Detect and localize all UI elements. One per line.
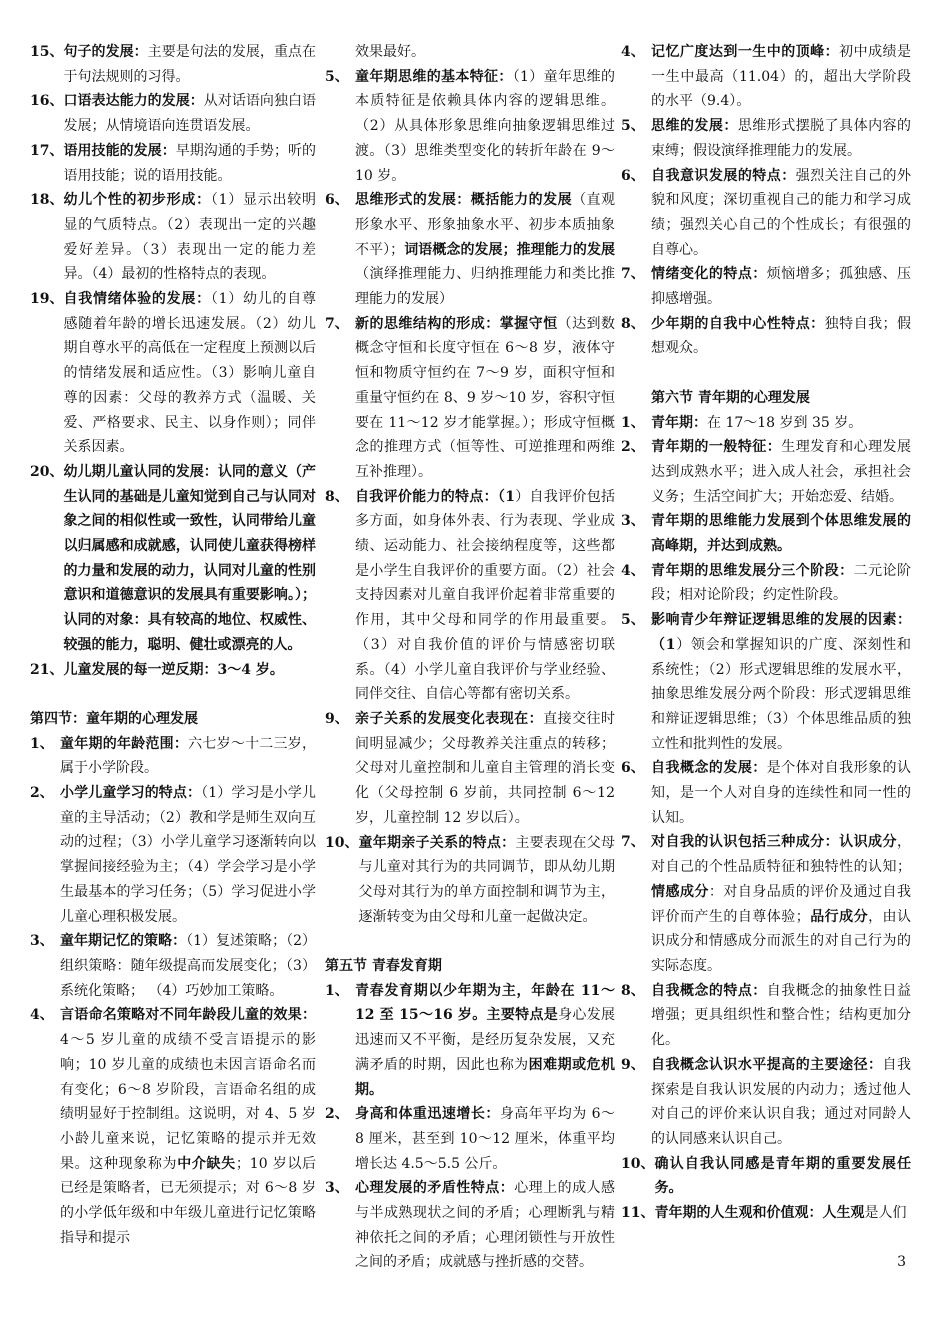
item-emphasis: 情感成分 (651, 883, 709, 900)
item-title: 青春发育期以少年期为主，年龄在 11～12 至 15～16 岁。主要特点是 (355, 982, 615, 1024)
item-emphasis: 词语概念的发展；推理能力的发展 (404, 241, 616, 258)
item-number: 2、 (621, 439, 645, 456)
item-title: 思维形式的发展：概括能力的发展 (355, 192, 573, 209)
item-number: 17、 (30, 142, 64, 159)
item-number: 21、 (30, 661, 64, 678)
list-item (325, 1176, 615, 1275)
item-number: 15、 (30, 44, 64, 60)
item-title: 口语表达能力的发展： (63, 93, 204, 110)
item-number: 5、 (621, 118, 645, 135)
item-emphasis: 中介缺失 (177, 1155, 236, 1172)
item-number: 18、 (30, 192, 64, 209)
item-title: 亲子关系的发展变化表现在： (355, 710, 544, 727)
item-number: 1、 (621, 414, 645, 431)
item-number: 5、 (621, 612, 645, 629)
item-number: 2、 (325, 1106, 349, 1123)
list-item (621, 608, 911, 756)
list-item (30, 139, 316, 188)
item-text: 烦恼增多；孤独感、压抑感增强。 (651, 266, 912, 308)
item-title: 幼儿个性的初步形成： (63, 192, 211, 209)
item-title: 自我概念的特点： (651, 982, 767, 999)
item-number: 6、 (621, 167, 645, 184)
item-title: 情绪变化的特点： (651, 266, 767, 283)
list-item (325, 312, 615, 485)
section-heading: 第六节 青年期的心理发展 (651, 389, 810, 406)
item-title: 童年期亲子关系的特点： (358, 834, 516, 851)
item-title: 新的思维结构的形成：掌握守恒 (355, 315, 558, 332)
item-number: 4、 (621, 562, 645, 579)
item-number: 10、 (325, 834, 359, 851)
item-text: 身心发展迅速而又不平衡，是经历复杂发展，又充满矛盾的时期，因此也称为 (355, 1007, 616, 1073)
list-item (621, 164, 911, 263)
item-number: 3、 (30, 933, 54, 950)
list-item (621, 1201, 911, 1226)
item-number: 8、 (621, 315, 645, 332)
item-title: 言语命名策略对不同年龄段儿童的效果： (60, 1007, 316, 1024)
list-item (621, 262, 911, 311)
item-title: 青年期的一般特征： (651, 439, 782, 456)
item-number: 4、 (621, 44, 645, 60)
item-title: 自我概念的发展： (651, 760, 767, 777)
item-text: 早期沟通的手势；听的语用技能；说的语用技能。 (63, 142, 317, 184)
page-number: 3 (897, 1254, 906, 1270)
list-item (30, 89, 316, 138)
item-number: 7、 (325, 315, 349, 332)
item-number: 3、 (325, 1180, 349, 1197)
item-title: 童年期思维的基本特征： (355, 68, 513, 85)
list-item (30, 40, 316, 89)
list-item (621, 312, 911, 361)
item-text-bold: 青年期的思维能力发展到个体思维发展的高峰期，并达到成熟。 (651, 513, 911, 555)
item-number: 10、 (621, 1155, 655, 1172)
item-title: 自我意识发展的特点： (651, 167, 796, 184)
item-text: （1）显示出较明显的气质特点。（2）表现出一定的兴趣爱好差异。（3）表现出一定的能力差异。（4）最初的性格特点的表现。 (63, 192, 316, 283)
item-title: 身高和体重迅速增长： (355, 1106, 500, 1123)
item-title: 对自我的认识包括三种成分：认识成分 (651, 834, 897, 851)
list-item (30, 781, 316, 929)
item-text: 心理上的成人感与半成熟现状之间的矛盾；心理断乳与精神依托之间的矛盾；心理闭锁性与开放性之间的矛盾；成就感与挫折感的交替。 (355, 1180, 616, 1271)
item-number: 1、 (30, 735, 54, 752)
list-item (325, 979, 615, 1103)
item-text: 六七岁～十二三岁，属于小学阶段。 (60, 735, 317, 777)
item-text: 思维形式摆脱了具体内容的束缚；假设演绎推理能力的发展。 (651, 118, 912, 159)
item-text: 独特自我；假想观众。 (651, 315, 912, 357)
item-number: 8、 (621, 982, 645, 999)
item-text: （1）学习是小学儿童的主导活动；（2）教和学是师生双向互动的过程；（3）小学儿童学习逐渐转向以掌握间接经验为主；（4）学会学习是小学生最基本的学习任务；（5）学习促进小学儿童心理积极发展。 (60, 785, 316, 925)
item-number: 16、 (30, 93, 64, 110)
item-number: 19、 (30, 291, 64, 308)
item-text: （直观形象水平、形象抽象水平、初步本质抽象不平）； (355, 192, 616, 258)
list-item (621, 411, 911, 436)
item-number: 1、 (325, 982, 349, 999)
item-text: ）自我评价包括多方面，如身体外表、行为表现、学业成绩、运动能力、社会接纳程度等，这些都是小学生自我评价的重要方面。（2）社会支持因素对儿童自我评价起着非常重要的作用，其中父母和同学的作用最重要。（3）对自我价值的评价与情感密切联系。（4）小学儿童自我评价与学业经验、同伴交往、自信心等都有密切关系。 (355, 488, 615, 703)
item-text: ：对自身品质的评价及通过自我评价而产生的自尊体验； (651, 883, 912, 925)
item-text: 主要是句法的发展，重点在于句法规则的习得。 (63, 44, 317, 85)
item-number: 4、 (30, 1007, 54, 1024)
item-text-bold: 确认自我认同感是青年期的重要发展任务。 (654, 1155, 911, 1197)
item-text: 生理发育和心理发展达到成熟水平；进入成人社会，承担社会义务；生活空间扩大；开始恋爱、结婚。 (651, 439, 912, 505)
list-item (30, 658, 316, 683)
item-text: （1）童年思维的本质特征是依赖具体内容的逻辑思维。（2）从具体形象思维向抽象逻辑思维过渡。（3）思维类型变化的转折年龄在 9～10 岁。 (355, 68, 615, 184)
item-text: 身高年平均为 6～8 厘米，甚至到 10～12 厘米，体重平均增长达 4.5～5.5 公斤。 (355, 1106, 616, 1172)
item-title: 青年期的思维发展分三个阶段： (651, 562, 854, 579)
item-title: 影响青少年辩证逻辑思维的发展的因素：（1 (651, 612, 911, 653)
list-item (621, 509, 911, 558)
item-text: 4～5 岁儿童的成绩不受言语提示的影响；10 岁儿童的成绩也未因言语命名而有变化；6～8 岁阶段，言语命名组的成绩明显好于控制组。这说明，对 4、5 岁小龄儿童来说，记忆策略的提示并无效果。这种现象称为 (60, 1032, 316, 1172)
item-text-bold: 儿童发展的每一逆反期：3～4 岁。 (63, 661, 284, 678)
column-middle (325, 40, 615, 1275)
item-number: 9、 (621, 1056, 645, 1073)
item-text: ，对自己的个性品质特征和独特性的认知； (651, 834, 911, 876)
item-emphasis: 品行成分 (809, 908, 869, 925)
item-number: 9、 (325, 710, 349, 727)
item-text: 在 17～18 岁到 35 岁。 (707, 414, 863, 431)
item-text: 主要表现在父母与儿童对其行为的共同调节，即从幼儿期父母对其行为的单方面控制和调节为主，逐渐转变为由父母和儿童一起做决定。 (358, 834, 615, 925)
list-item (30, 732, 316, 781)
list-item (621, 1152, 911, 1201)
list-item (621, 40, 911, 114)
item-title: 句子的发展： (63, 44, 148, 60)
item-number: 7、 (621, 266, 645, 283)
item-title: 思维的发展： (651, 118, 738, 135)
item-title: 心理发展的矛盾性特点： (355, 1180, 515, 1197)
list-item (621, 830, 911, 978)
item-text: 是个体对自我形象的认知，是一个人对自身的连续性和同一性的认知。 (651, 760, 912, 826)
item-number: 3、 (621, 513, 645, 530)
list-item (325, 188, 615, 312)
item-title: 少年期的自我中心性特点： (651, 315, 825, 332)
section-heading: 第四节：童年期的心理发展 (30, 710, 198, 727)
list-item (621, 435, 911, 509)
item-number: 20、 (30, 463, 64, 480)
column-left (30, 40, 316, 1250)
item-text: （达到数概念守恒和长度守恒在 6～8 岁，液体守恒和物质守恒约在 7～9 岁，面积守恒和重量守恒约在 8、9 岁～10 岁，容积守恒要在 11～12 岁才能掌握。）；形成守恒概念的推理方式（恒等性、可逆推理和两维互补推理）。 (355, 315, 616, 480)
list-item (325, 1102, 615, 1176)
item-title: 童年期记忆的策略： (60, 933, 187, 950)
item-text: ）领会和掌握知识的广度、深刻性和系统性；（2）形式逻辑思维的发展水平，抽象思维发展分两个阶段：形式逻辑思维和辩证逻辑思维；（3）个体思维品质的独立性和批判性的发展。 (651, 636, 911, 752)
list-item (621, 559, 911, 608)
list-item (621, 1053, 911, 1152)
item-text: （1）复述策略；（2）组织策略：随年级提高而发展变化；（3）系统化策略； （4）巧妙加工策略。 (60, 933, 316, 999)
item-title: 童年期的年龄范围： (60, 735, 189, 752)
item-text: 二元论阶段；相对论阶段；约定性阶段。 (651, 562, 912, 604)
item-title: 青年期的人生观和价值观：人生观 (654, 1205, 865, 1222)
item-text: ，由认识成分和情感成分而派生的对自己行为的实际态度。 (651, 908, 912, 974)
item-text: 直接交往时间明显减少；父母教养关注重点的转移；父母对儿童控制和儿童自主管理的消长变化（父母控制 6 岁前，共同控制 6～12 岁，儿童控制 12 岁以后）。 (355, 710, 616, 826)
list-item (30, 287, 316, 460)
item-text-bold: 幼儿期儿童认同的发展：认同的意义（产生认同的基础是儿童知觉到自己与认同对象之间的相似性或一致性，认同带给儿童以归属感和成就感，认同使儿童获得榜样的力量和发展的动力，认同对儿童的性别意识和道德意识的发展具有重要影响。）；认同的对象：具有较高的地位、权威性、较强的能力，聪明、健壮或漂亮的人。 (63, 463, 316, 653)
item-text: 自我探索是自我认识发展的内动力；透过他人对自己的评价来认识自我；通过对同龄人的认同感来认识自己。 (651, 1056, 912, 1147)
item-number: 2、 (30, 785, 54, 802)
item-title: 小学儿童学习的特点： (60, 785, 202, 802)
list-item (30, 188, 316, 287)
item-text: 自我概念的抽象性日益增强；更具组织性和整合性；结构更加分化。 (651, 982, 912, 1049)
item-number: 5、 (325, 68, 349, 85)
item-number: 8、 (325, 488, 349, 505)
list-item (30, 460, 316, 658)
list-item (325, 65, 615, 189)
item-number: 6、 (325, 192, 349, 209)
continued-text: 效果最好。 (355, 44, 425, 60)
item-emphasis: 困难期或危机期。 (355, 1056, 616, 1098)
item-title: 自我评价能力的特点：（1 (355, 488, 515, 505)
item-text: 强烈关注自己的外貌和风度；深切重视自己的能力和学习成绩；强烈关心自己的个性成长；有很强的自尊心。 (651, 167, 912, 258)
list-item (621, 756, 911, 830)
item-text: 从对话语向独白语发展；从情境语向连贯语发展。 (63, 93, 317, 135)
list-item (325, 707, 615, 831)
item-number: 11、 (621, 1205, 655, 1222)
item-text: （演绎推理能力、归纳推理能力和类比推理能力的发展） (355, 266, 615, 308)
item-text: 是人们 (864, 1205, 907, 1222)
item-title: 语用技能的发展： (63, 142, 176, 159)
item-title: 自我情绪体验的发展： (63, 291, 211, 308)
item-title: 自我概念认识水平提高的主要途径： (651, 1056, 883, 1073)
section-heading: 第五节 青春发育期 (325, 958, 442, 974)
item-number: 7、 (621, 834, 645, 851)
item-text: ；10 岁以后已经是策略者，已无须提示；对 6～8 岁的小学低年级和中年级儿童进行记忆策略指导和提示 (60, 1155, 317, 1246)
list-item (325, 485, 615, 707)
list-item (325, 831, 615, 930)
item-number: 6、 (621, 760, 645, 777)
list-item (30, 929, 316, 1003)
item-text: 初中成绩是一生中最高（11.04）的，超出大学阶段的水平（9.4）。 (651, 44, 912, 110)
item-text: （1）幼儿的自尊感随着年龄的增长迅速发展。（2）幼儿期自尊水平的高低在一定程度上预测以后的情绪发展和适应性。（3）影响儿童自尊的因素：父母的教养方式（温暖、关爱、严格要求、民主、以身作则）；同伴关系因素。 (63, 291, 316, 456)
column-right (621, 40, 911, 1226)
list-item (621, 979, 911, 1053)
list-item (621, 114, 911, 163)
item-title: 记忆广度达到一生中的顶峰： (651, 44, 840, 60)
item-title: 青年期： (651, 414, 707, 431)
list-item (30, 1003, 316, 1250)
